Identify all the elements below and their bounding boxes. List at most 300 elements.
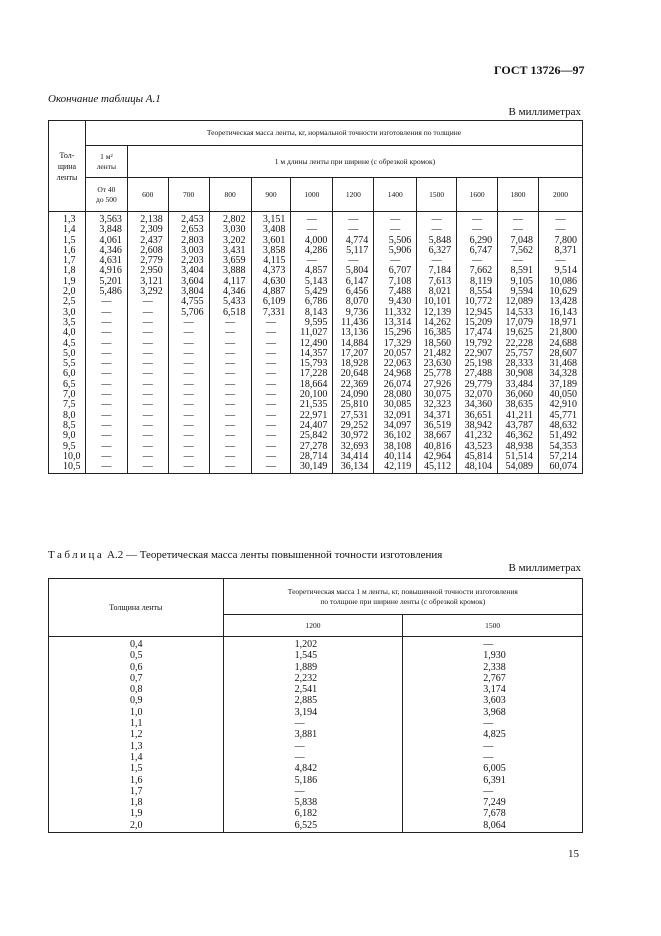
mass-cell: — xyxy=(209,431,251,441)
mass-cell: 6,391 xyxy=(403,775,583,786)
mass-cell: 42,964 xyxy=(417,452,457,462)
mass-cell: — xyxy=(498,225,539,235)
mass-cell: 30,908 xyxy=(498,369,539,379)
mass-cell: 32,070 xyxy=(457,390,498,400)
mass-cell: — xyxy=(539,212,583,226)
t2-width-header: 1200 xyxy=(223,615,403,637)
mass-cell: 7,488 xyxy=(374,287,417,297)
mass-cell: 2,541 xyxy=(223,684,403,695)
mass-cell: 13,428 xyxy=(539,297,583,307)
mass-cell: 4,061 xyxy=(85,236,127,246)
mass-cell: 10,086 xyxy=(539,277,583,287)
mass-cell: 3,121 xyxy=(127,277,168,287)
t2-group-header: Теоретическая масса 1 м ленты, кг, повышенной точности изготовления по толщине при ширине ленты (с обрезкой кромок) xyxy=(223,579,582,615)
mass-cell: 15,209 xyxy=(457,318,498,328)
mass-cell: 36,102 xyxy=(374,431,417,441)
mass-cell: 6,290 xyxy=(457,236,498,246)
mass-cell: 2,338 xyxy=(403,662,583,673)
mass-cell: 17,228 xyxy=(291,369,333,379)
mass-cell: 7,562 xyxy=(498,246,539,256)
mass-cell: — xyxy=(168,452,209,462)
mass-cell: 28,333 xyxy=(498,359,539,369)
thickness-cell: 1,5 xyxy=(49,763,224,774)
table-row xyxy=(49,650,583,661)
mass-cell: 21,535 xyxy=(291,400,333,410)
mass-cell: 4,825 xyxy=(403,729,583,740)
mass-cell: 31,468 xyxy=(539,359,583,369)
mass-cell: — xyxy=(127,308,168,318)
mass-cell: — xyxy=(209,349,251,359)
mass-cell: 15,296 xyxy=(374,328,417,338)
mass-cell: — xyxy=(403,786,583,797)
mass-cell: 5,429 xyxy=(291,287,333,297)
mass-cell: 1,930 xyxy=(403,650,583,661)
mass-cell: 38,942 xyxy=(457,421,498,431)
mass-cell: 21,482 xyxy=(417,349,457,359)
mass-cell: 41,232 xyxy=(457,431,498,441)
mass-cell: — xyxy=(417,256,457,266)
mass-cell: 7,613 xyxy=(417,277,457,287)
mass-cell: 34,371 xyxy=(417,411,457,421)
mass-cell: — xyxy=(85,339,127,349)
mass-cell: 3,408 xyxy=(251,225,291,235)
mass-cell: — xyxy=(85,421,127,431)
mass-cell: — xyxy=(85,442,127,452)
mass-cell: 6,005 xyxy=(403,763,583,774)
mass-cell: 22,228 xyxy=(498,339,539,349)
mass-cell: 4,630 xyxy=(251,277,291,287)
mass-cell: 24,968 xyxy=(374,369,417,379)
mass-cell: 28,607 xyxy=(539,349,583,359)
mass-cell: 20,057 xyxy=(374,349,417,359)
mass-cell: 28,714 xyxy=(291,452,333,462)
mass-cell: 2,203 xyxy=(168,256,209,266)
thickness-cell: 1,6 xyxy=(49,775,224,786)
thickness-cell: 0,7 xyxy=(49,673,224,684)
mass-cell: 28,080 xyxy=(374,390,417,400)
mass-cell: 14,357 xyxy=(291,349,333,359)
thickness-cell: 9,5 xyxy=(49,442,86,452)
mass-cell: 4,842 xyxy=(223,763,403,774)
mass-cell: 3,292 xyxy=(127,287,168,297)
mass-cell: 8,591 xyxy=(498,266,539,276)
mass-cell: — xyxy=(223,752,403,763)
mass-cell: 9,736 xyxy=(333,308,374,318)
mass-cell: 29,252 xyxy=(333,421,374,431)
mass-cell: — xyxy=(85,411,127,421)
mass-cell: 46,362 xyxy=(498,431,539,441)
mass-cell: 5,143 xyxy=(291,277,333,287)
mass-cell: — xyxy=(127,390,168,400)
table-row xyxy=(49,729,583,740)
mass-cell: 22,369 xyxy=(333,380,374,390)
mass-cell: 5,804 xyxy=(333,266,374,276)
mass-cell: — xyxy=(498,212,539,226)
mass-cell: 36,134 xyxy=(333,462,374,474)
mass-cell: — xyxy=(168,339,209,349)
thickness-cell: 0,8 xyxy=(49,684,224,695)
mass-cell: 6,147 xyxy=(333,277,374,287)
mass-cell: — xyxy=(85,452,127,462)
mass-cell: — xyxy=(209,318,251,328)
mass-cell: — xyxy=(403,752,583,763)
mass-cell: — xyxy=(209,339,251,349)
width-header: 600 xyxy=(127,178,168,212)
mass-cell: — xyxy=(251,462,291,474)
mass-cell: 8,554 xyxy=(457,287,498,297)
mass-cell: — xyxy=(251,431,291,441)
mass-cell: — xyxy=(85,390,127,400)
table-row xyxy=(49,763,583,774)
mass-cell: 20,100 xyxy=(291,390,333,400)
mass-cell: 23,630 xyxy=(417,359,457,369)
mass-cell: 57,214 xyxy=(539,452,583,462)
table-continuation-title: Окончание таблицы А.1 xyxy=(48,93,161,105)
mass-cell: — xyxy=(498,256,539,266)
mass-cell: 4,887 xyxy=(251,287,291,297)
mass-cell: 2,767 xyxy=(403,673,583,684)
mass-cell: — xyxy=(168,318,209,328)
table-row xyxy=(49,786,583,797)
mass-cell: 3,968 xyxy=(403,707,583,718)
mass-cell: 5,433 xyxy=(209,297,251,307)
mass-cell: 2,453 xyxy=(168,212,209,226)
mass-cell: 4,117 xyxy=(209,277,251,287)
mass-cell: 3,174 xyxy=(403,684,583,695)
mass-cell: 60,074 xyxy=(539,462,583,474)
mass-cell: 3,003 xyxy=(168,246,209,256)
thickness-cell: 1,7 xyxy=(49,786,224,797)
mass-cell: — xyxy=(209,411,251,421)
thickness-cell: 7,5 xyxy=(49,400,86,410)
mass-cell: 5,706 xyxy=(168,308,209,318)
thickness-cell: 1,5 xyxy=(49,236,86,246)
mass-cell: 6,747 xyxy=(457,246,498,256)
mass-cell: 4,774 xyxy=(333,236,374,246)
mass-cell: 45,112 xyxy=(417,462,457,474)
mass-cell: 3,404 xyxy=(168,266,209,276)
mass-cell: 2,950 xyxy=(127,266,168,276)
mass-cell: — xyxy=(127,452,168,462)
mass-cell: — xyxy=(209,442,251,452)
mass-cell: — xyxy=(457,225,498,235)
mass-group-header: Теоретическая масса ленты, кг, нормальной точности изготовления по толщине xyxy=(85,121,582,146)
mass-cell: — xyxy=(85,369,127,379)
mass-cell: — xyxy=(251,411,291,421)
mass-cell: 3,881 xyxy=(223,729,403,740)
table-row xyxy=(49,637,583,651)
mass-cell: — xyxy=(127,462,168,474)
mass-cell: 24,688 xyxy=(539,339,583,349)
mass-cell: 2,803 xyxy=(168,236,209,246)
mass-cell: — xyxy=(417,212,457,226)
mass-cell: — xyxy=(223,718,403,729)
mass-cell: 38,108 xyxy=(374,442,417,452)
mass-cell: 5,848 xyxy=(417,236,457,246)
table2-caption-text: А.2 — Теоретическая масса ленты повышенной точности изготовления xyxy=(104,549,443,561)
mass-cell: 24,407 xyxy=(291,421,333,431)
thickness-cell: 1,3 xyxy=(49,741,224,752)
mass-cell: — xyxy=(539,256,583,266)
mass-cell: 2,608 xyxy=(127,246,168,256)
standard-number: ГОСТ 13726—97 xyxy=(494,63,585,77)
mass-cell: 3,603 xyxy=(403,695,583,706)
mass-cell: — xyxy=(209,400,251,410)
width-header: 1600 xyxy=(457,178,498,212)
mass-cell: 5,201 xyxy=(85,277,127,287)
mass-cell: — xyxy=(374,225,417,235)
mass-cell: 2,232 xyxy=(223,673,403,684)
mass-cell: 4,631 xyxy=(85,256,127,266)
mass-cell: 8,070 xyxy=(333,297,374,307)
mass-cell: 3,151 xyxy=(251,212,291,226)
mass-cell: — xyxy=(209,380,251,390)
table-row xyxy=(49,695,583,706)
thickness-cell: 8,5 xyxy=(49,421,86,431)
mass-cell: — xyxy=(85,297,127,307)
mass-cell: 1,202 xyxy=(223,637,403,651)
mass-cell: — xyxy=(85,318,127,328)
mass-cell: 36,060 xyxy=(498,390,539,400)
mass-cell: 6,525 xyxy=(223,820,403,833)
mass-cell: 22,063 xyxy=(374,359,417,369)
mass-cell: — xyxy=(251,339,291,349)
mass-cell: — xyxy=(168,390,209,400)
width-header: 1200 xyxy=(333,178,374,212)
mass-cell: — xyxy=(127,421,168,431)
mass-cell: 30,075 xyxy=(417,390,457,400)
mass-cell: — xyxy=(403,718,583,729)
mass-cell: — xyxy=(251,318,291,328)
mass-cell: — xyxy=(127,359,168,369)
table2-caption-prefix: Таблица xyxy=(48,549,105,561)
mass-cell: 14,884 xyxy=(333,339,374,349)
mass-cell: — xyxy=(403,741,583,752)
mass-cell: 4,755 xyxy=(168,297,209,307)
mass-cell: 48,104 xyxy=(457,462,498,474)
mass-cell: — xyxy=(209,328,251,338)
mass-cell: — xyxy=(251,328,291,338)
mass-cell: 6,182 xyxy=(223,808,403,819)
mass-cell: 30,972 xyxy=(333,431,374,441)
mass-cell: 25,198 xyxy=(457,359,498,369)
mass-cell: 25,842 xyxy=(291,431,333,441)
table2-caption xyxy=(48,549,442,561)
mass-cell: 12,089 xyxy=(498,297,539,307)
table1-unit: В миллиметрах xyxy=(508,106,581,118)
mass-cell: — xyxy=(223,741,403,752)
mass-cell: 9,105 xyxy=(498,277,539,287)
width-header: 1500 xyxy=(417,178,457,212)
mass-cell: 48,632 xyxy=(539,421,583,431)
thickness-cell: 10,5 xyxy=(49,462,86,474)
thickness-cell: 2,5 xyxy=(49,297,86,307)
thickness-cell: 1,1 xyxy=(49,718,224,729)
thickness-cell: 1,4 xyxy=(49,225,86,235)
mass-cell: 3,804 xyxy=(168,287,209,297)
mass-cell: 4,857 xyxy=(291,266,333,276)
width-header: 1800 xyxy=(498,178,539,212)
mass-cell: 33,484 xyxy=(498,380,539,390)
mass-cell: 25,778 xyxy=(417,369,457,379)
mass-cell: — xyxy=(251,349,291,359)
mass-cell: 26,074 xyxy=(374,380,417,390)
mass-cell: 6,109 xyxy=(251,297,291,307)
thickness-cell: 4,0 xyxy=(49,328,86,338)
mass-cell: — xyxy=(85,380,127,390)
mass-cell: 2,437 xyxy=(127,236,168,246)
mass-cell: 11,027 xyxy=(291,328,333,338)
mass-cell: — xyxy=(209,452,251,462)
width-header: 800 xyxy=(209,178,251,212)
width-header: 2000 xyxy=(539,178,583,212)
mass-cell: — xyxy=(85,431,127,441)
mass-cell: 6,707 xyxy=(374,266,417,276)
mass-cell: 43,523 xyxy=(457,442,498,452)
mass-cell: 3,601 xyxy=(251,236,291,246)
mass-cell: — xyxy=(333,256,374,266)
mass-cell: 32,323 xyxy=(417,400,457,410)
mass-cell: — xyxy=(223,786,403,797)
mass-cell: 27,488 xyxy=(457,369,498,379)
thickness-cell: 0,6 xyxy=(49,662,224,673)
mass-cell: 19,792 xyxy=(457,339,498,349)
mass-cell: 12,139 xyxy=(417,308,457,318)
mass-cell: 40,816 xyxy=(417,442,457,452)
mass-cell: 3,030 xyxy=(209,225,251,235)
mass-cell: — xyxy=(127,297,168,307)
mass-cell: 5,506 xyxy=(374,236,417,246)
mass-cell: 51,492 xyxy=(539,431,583,441)
mass-cell: 38,667 xyxy=(417,431,457,441)
mass-cell: 4,373 xyxy=(251,266,291,276)
mass-cell: 43,787 xyxy=(498,421,539,431)
mass-cell: 2,653 xyxy=(168,225,209,235)
mass-cell: 10,629 xyxy=(539,287,583,297)
thickness-cell: 0,4 xyxy=(49,637,224,651)
mass-cell: 34,360 xyxy=(457,400,498,410)
mass-cell: 6,518 xyxy=(209,308,251,318)
mass-cell: — xyxy=(85,400,127,410)
thickness-cell: 1,8 xyxy=(49,797,224,808)
mass-cell: 17,329 xyxy=(374,339,417,349)
mass-cell: — xyxy=(251,400,291,410)
mass-cell: 40,114 xyxy=(374,452,417,462)
mass-cell: — xyxy=(127,339,168,349)
table1 xyxy=(48,120,583,474)
mass-cell: 9,430 xyxy=(374,297,417,307)
mass-cell: 7,662 xyxy=(457,266,498,276)
mass-cell: 29,779 xyxy=(457,380,498,390)
mass-cell: 3,563 xyxy=(85,212,127,226)
mass-cell: 19,625 xyxy=(498,328,539,338)
mass-cell: — xyxy=(127,442,168,452)
mass-cell: — xyxy=(209,369,251,379)
mass-cell: — xyxy=(127,328,168,338)
mass-cell: 3,194 xyxy=(223,707,403,718)
mass-cell: 4,000 xyxy=(291,236,333,246)
mass-cell: 30,149 xyxy=(291,462,333,474)
mass-cell: 18,928 xyxy=(333,359,374,369)
mass-cell: 6,456 xyxy=(333,287,374,297)
mass-cell: 3,888 xyxy=(209,266,251,276)
mass-cell: 4,346 xyxy=(85,246,127,256)
mass-cell: 14,533 xyxy=(498,308,539,318)
mass-cell: — xyxy=(127,380,168,390)
page-number: 15 xyxy=(568,848,579,860)
mass-cell: 7,331 xyxy=(251,308,291,318)
mass-cell: — xyxy=(291,225,333,235)
mass-cell: 36,651 xyxy=(457,411,498,421)
mass-cell: — xyxy=(209,462,251,474)
mass-cell: 3,431 xyxy=(209,246,251,256)
mass-cell: — xyxy=(168,349,209,359)
mass-cell: 3,848 xyxy=(85,225,127,235)
mass-cell: 45,814 xyxy=(457,452,498,462)
mass-cell: 40,050 xyxy=(539,390,583,400)
mass-cell: 8,064 xyxy=(403,820,583,833)
mass-cell: 5,117 xyxy=(333,246,374,256)
table-row xyxy=(49,808,583,819)
mass-cell: 7,048 xyxy=(498,236,539,246)
table-row xyxy=(49,462,583,474)
mass-cell: — xyxy=(127,411,168,421)
mass-cell: 6,327 xyxy=(417,246,457,256)
mass-cell: 3,202 xyxy=(209,236,251,246)
mass-cell: 7,249 xyxy=(403,797,583,808)
mass-cell: 36,519 xyxy=(417,421,457,431)
table-row xyxy=(49,820,583,833)
mass-cell: — xyxy=(85,349,127,359)
mass-cell: — xyxy=(168,380,209,390)
mass-cell: 2,138 xyxy=(127,212,168,226)
mass-cell: 15,793 xyxy=(291,359,333,369)
mass-cell: — xyxy=(417,225,457,235)
mass-cell: — xyxy=(209,359,251,369)
table-row xyxy=(49,741,583,752)
mass-cell: — xyxy=(168,442,209,452)
mass-cell: — xyxy=(127,318,168,328)
mass-cell: — xyxy=(209,390,251,400)
mass-cell: 32,091 xyxy=(374,411,417,421)
thickness-cell: 0,9 xyxy=(49,695,224,706)
thickness-cell: 5,0 xyxy=(49,349,86,359)
mass-cell: 7,108 xyxy=(374,277,417,287)
mass-cell: — xyxy=(539,225,583,235)
thickness-cell: 1,9 xyxy=(49,808,224,819)
thickness-cell: 1,8 xyxy=(49,266,86,276)
mass-cell: 5,486 xyxy=(85,287,127,297)
mass-cell: — xyxy=(251,380,291,390)
mass-cell: — xyxy=(251,369,291,379)
mass-cell: — xyxy=(457,256,498,266)
mass-cell: 17,079 xyxy=(498,318,539,328)
mass-cell: 2,779 xyxy=(127,256,168,266)
thickness-cell: 5,5 xyxy=(49,359,86,369)
t2-thickness-header: Толщина ленты xyxy=(49,579,224,637)
mass-cell: 7,800 xyxy=(539,236,583,246)
mass-cell: 14,262 xyxy=(417,318,457,328)
mass-cell: 17,474 xyxy=(457,328,498,338)
table-row xyxy=(49,752,583,763)
mass-cell: 4,916 xyxy=(85,266,127,276)
mass-cell: 32,693 xyxy=(333,442,374,452)
mass-cell: 1,889 xyxy=(223,662,403,673)
mass-cell: 9,594 xyxy=(498,287,539,297)
thickness-cell: 0,5 xyxy=(49,650,224,661)
mass-cell: 4,115 xyxy=(251,256,291,266)
mass-cell: 45,771 xyxy=(539,411,583,421)
